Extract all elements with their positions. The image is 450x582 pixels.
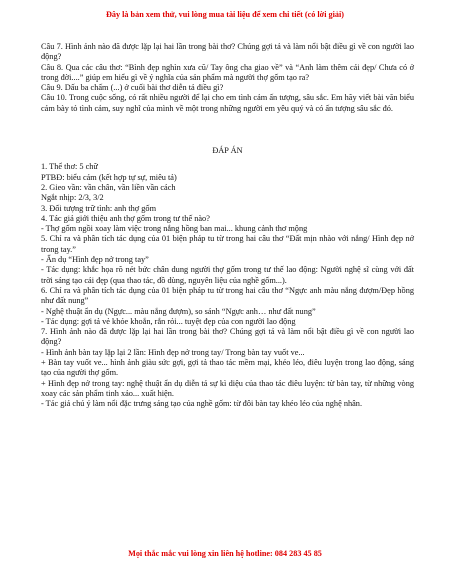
question-8: Câu 8. Qua các câu thơ: “Bình đẹp nghìn xưa cũ/ Tay ông cha giao về” và “Anh làm thêm cái đẹp/ Chưa có ở trong đời....” giúp em hiểu gì về ý nghĩa của sản phẩm mà người thợ gốm tạo ra? — [41, 62, 414, 82]
header-notice: Đây là bản xem thử, vui lòng mua tài liệu để xem chi tiết (có lời giải) — [105, 10, 344, 19]
answer-line: 1. Thể thơ: 5 chữ — [41, 162, 98, 172]
answer-line: Ngắt nhịp: 2/3, 3/2 — [41, 193, 104, 203]
answer-line: - Tác dụng: khắc họa rõ nét bức chân dung người thợ gốm trong tư thế lao động: Người nghệ sĩ cùng với đất trời sáng tạo cái đẹp (qua thao tác, đồ dùng, nguyên liệu của nghề gốm...). — [41, 265, 414, 285]
document-body — [41, 42, 414, 410]
answer-line: 7. Hình ảnh nào đã được lặp lại hai lần trong bài thơ? Chúng gợi tả và làm nổi bật điều gì về con người lao động? — [41, 327, 414, 347]
answer-line: - Tác dụng: gợi tả vẻ khỏe khoắn, rắn rỏi... tuyệt đẹp của con người lao động — [41, 316, 296, 326]
answer-line: - Tác giả chú ý làm nổi đặc trưng sáng tạo của nghề gốm: từ đôi bàn tay khéo léo của nghệ nhân. — [41, 399, 363, 409]
answer-line: - Thợ gốm ngồi xoay làm việc trong nắng hồng ban mai... khung cảnh thơ mộng — [41, 224, 308, 234]
answer-list — [41, 162, 414, 409]
question-list — [41, 42, 414, 114]
answer-line: 6. Chỉ ra và phân tích tác dụng của 01 biện pháp tu từ trong hai câu thơ “Ngực anh màu nắng đượm/Đẹp hồng như đất nung” — [41, 285, 414, 306]
answer-heading: ĐÁP ÁN — [212, 146, 243, 156]
answer-line: 4. Tác giả giới thiệu anh thợ gốm trong tư thế nào? — [41, 213, 210, 223]
question-9: Câu 9. Dấu ba chấm (...) ở cuối bài thơ diễn tả điều gì? — [41, 83, 224, 93]
answer-line: 3. Đối tượng trữ tình: anh thợ gốm — [41, 203, 157, 213]
answer-line: + Bàn tay vuốt ve... hình ảnh giàu sức gợi, gợi tả thao tác mềm mại, khéo léo, điêu luyện trong lao động, sáng tạo của người thợ gốm. — [41, 358, 414, 378]
answer-line: - Ẩn dụ “Hình đẹp nở trong tay” — [41, 255, 149, 265]
answer-line: + Hình đẹp nở trong tay: nghệ thuật ẩn dụ diễn tả sự kì diệu của thao tác điêu luyện: từ bàn tay, từ những vòng xoay các sản phẩm tinh xảo... xuất hiện. — [41, 378, 414, 398]
question-10: Câu 10. Trong cuộc sống, có rất nhiều người để lại cho em tình cảm ấn tượng, sâu sắc. Em hãy viết bài văn biểu cảm bày tỏ tình cảm, suy nghĩ của mình về một trong những người em yêu quý và có ấn tượng sâu sắc đó. — [41, 93, 414, 113]
answer-line: PTBĐ: biểu cảm (kết hợp tự sự, miêu tả) — [41, 172, 177, 182]
answer-line: 5. Chỉ ra và phân tích tác dụng của 01 biện pháp tu từ trong hai câu thơ “Đất mịn nhào với nắng/ Hình đẹp nở trong tay.” — [41, 234, 414, 254]
answer-line: - Hình ảnh bàn tay lặp lại 2 lần: Hình đẹp nở trong tay/ Trong bàn tay vuốt ve... — [41, 347, 305, 357]
answer-line: - Nghệ thuật ẩn dụ (Ngực... màu nắng đượm), so sánh “Ngực anh… như đất nung” — [41, 306, 316, 316]
question-7: Câu 7. Hình ảnh nào đã được lặp lại hai lần trong bài thơ? Chúng gợi tả và làm nổi bật điều gì về con người lao động? — [41, 42, 414, 62]
answer-line: 2. Gieo vần: vần chân, vần liền vần cách — [41, 182, 176, 192]
footer-hotline: Mọi thắc mắc vui lòng xin liên hệ hotline: 084 283 45 85 — [128, 549, 322, 558]
